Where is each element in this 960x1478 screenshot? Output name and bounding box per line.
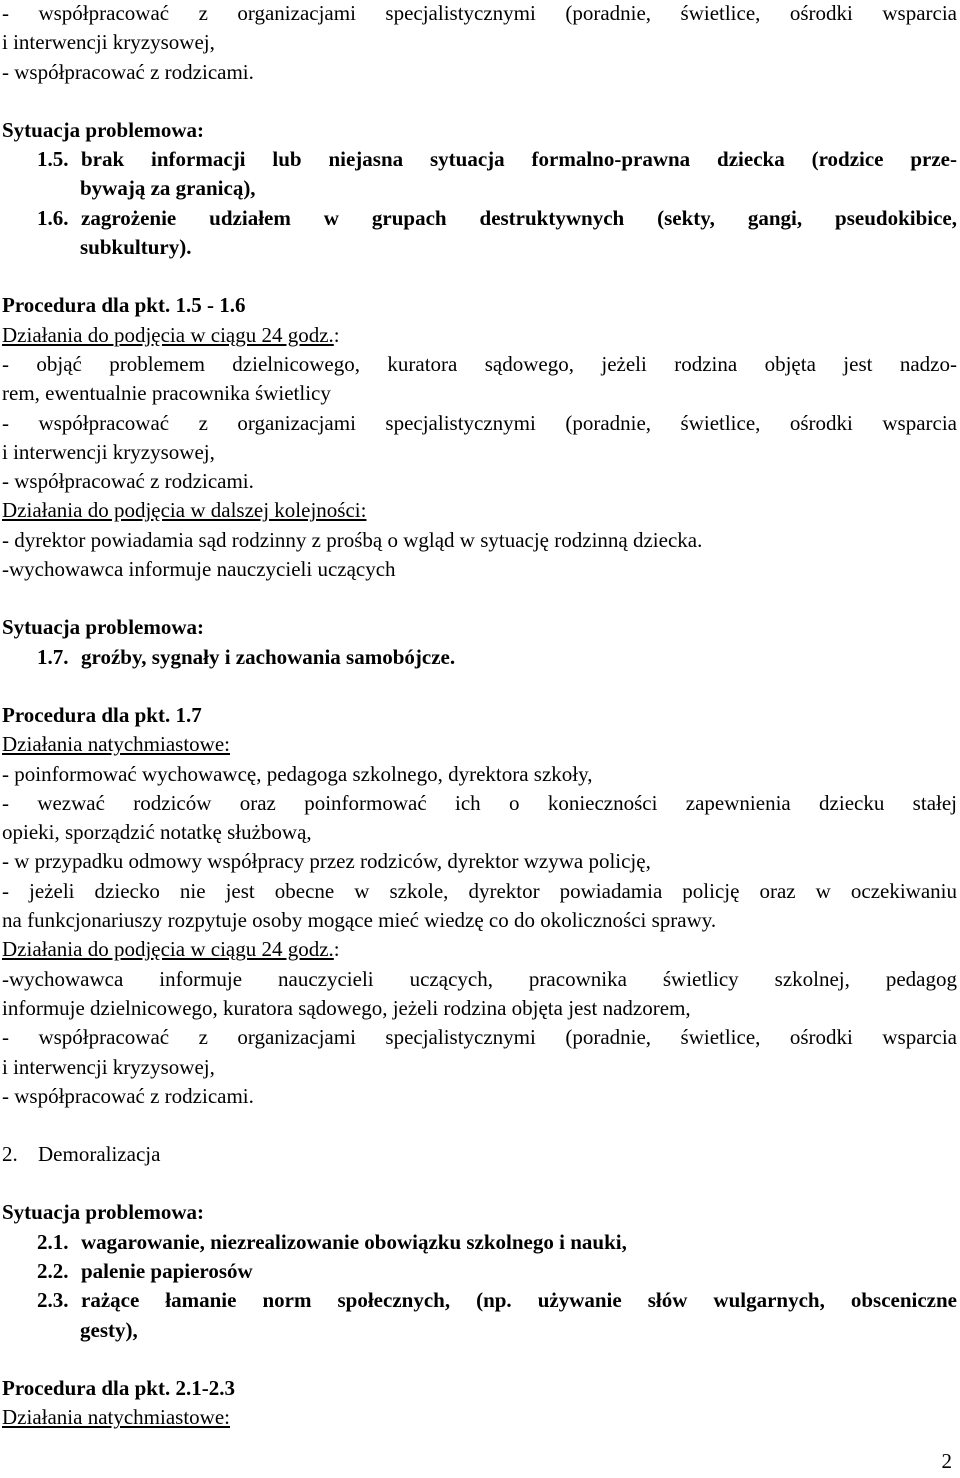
text-line: - współpracować z rodzicami. xyxy=(2,469,254,494)
item-text: brak informacji lub niejasna sytuacja formalno-prawna dziecka (rodzice prze- xyxy=(81,147,957,172)
text-line: -wychowawca informuje nauczycieli uczących xyxy=(2,557,396,582)
situation-item-cont: bywają za granicą), xyxy=(80,176,256,201)
text-line: informuje dzielnicowego, kuratora sądowego, jeżeli rodzina objęta jest nadzorem, xyxy=(2,995,691,1020)
item-number: 1.5. xyxy=(37,147,69,172)
situation-item xyxy=(2,1286,957,1315)
spacer xyxy=(2,1169,957,1198)
spacer xyxy=(2,584,957,613)
text-line: na funkcjonariuszy rozpytuje osoby mogące mieć wiedzę co do okoliczności sprawy. xyxy=(2,908,717,933)
item-text: groźby, sygnały i zachowania samobójcze. xyxy=(81,644,456,669)
spacer xyxy=(2,1111,957,1140)
spacer xyxy=(2,262,957,291)
subheading-text: Działania do podjęcia w ciągu 24 godz. xyxy=(2,322,334,347)
text-line: i interwencji kryzysowej, xyxy=(2,439,215,464)
text-line: - współpracować z rodzicami. xyxy=(2,59,254,84)
section-title: Demoralizacja xyxy=(38,1142,161,1167)
item-number: 2.2. xyxy=(37,1258,69,1283)
situation-heading: Sytuacja problemowa: xyxy=(2,615,205,640)
subheading: Działania natychmiastowe: xyxy=(2,1405,230,1430)
text-line: - poinformować wychowawcę, pedagoga szkolnego, dyrektora szkoły, xyxy=(2,761,593,786)
text-line: - jeżeli dziecko nie jest obecne w szkole, dyrektor powiadamia policję oraz w oczekiwaniu xyxy=(2,878,957,903)
situation-item xyxy=(2,204,957,233)
procedure-title: Procedura dla pkt. 1.7 xyxy=(2,702,202,727)
section-number: 2. xyxy=(2,1142,18,1167)
item-text: wagarowanie, niezrealizowanie obowiązku szkolnego i nauki, xyxy=(81,1229,627,1254)
subheading xyxy=(2,321,957,350)
situation-item xyxy=(2,1228,957,1257)
text-line: - w przypadku odmowy współpracy przez rodziców, dyrektor wzywa policję, xyxy=(2,849,651,874)
procedure-title: Procedura dla pkt. 1.5 - 1.6 xyxy=(2,293,246,318)
spacer xyxy=(2,87,957,116)
situation-item-cont: gesty), xyxy=(80,1317,138,1342)
situation-item xyxy=(2,643,957,672)
text-line: -wychowawca informuje nauczycieli uczących, pracownika świetlicy szkolnej, pedagog xyxy=(2,966,957,991)
subheading-text: Działania do podjęcia w ciągu 24 godz. xyxy=(2,937,334,962)
item-text: palenie papierosów xyxy=(81,1258,253,1283)
text-line: rem, ewentualnie pracownika świetlicy xyxy=(2,381,331,406)
situation-item xyxy=(2,1257,957,1286)
situation-heading: Sytuacja problemowa: xyxy=(2,117,205,142)
item-number: 2.1. xyxy=(37,1229,69,1254)
text-line: opieki, sporządzić notatkę służbową, xyxy=(2,820,312,845)
subheading-colon: : xyxy=(333,937,340,962)
situation-item xyxy=(2,145,957,174)
spacer xyxy=(2,672,957,701)
item-number: 2.3. xyxy=(37,1288,69,1313)
text-line: - dyrektor powiadamia sąd rodzinny z prośbą o wgląd w sytuację rodzinną dziecka. xyxy=(2,527,703,552)
text-line: - współpracować z rodzicami. xyxy=(2,1083,254,1108)
page-number: 2 xyxy=(941,1448,952,1473)
item-text: rażące łamanie norm społecznych, (np. używanie słów wulgarnych, obsceniczne xyxy=(81,1288,957,1313)
spacer xyxy=(2,1345,957,1374)
subheading-colon: : xyxy=(333,322,340,347)
item-text: zagrożenie udziałem w grupach destruktywnych (sekty, gangi, pseudokibice, xyxy=(81,205,957,230)
text-line: - wezwać rodziców oraz poinformować ich o konieczności zapewnienia dziecku stałej xyxy=(2,790,957,815)
subheading: Działania natychmiastowe: xyxy=(2,732,230,757)
item-number: 1.6. xyxy=(37,205,69,230)
text-line: i interwencji kryzysowej, xyxy=(2,1054,215,1079)
document-page xyxy=(2,0,957,1432)
text-line: - objąć problemem dzielnicowego, kuratora sądowego, jeżeli rodzina objęta jest nadzo- xyxy=(2,351,957,376)
text-line: - współpracować z organizacjami specjalistycznymi (poradnie, świetlice, ośrodki wsparcia xyxy=(2,1,957,25)
section-heading xyxy=(2,1140,957,1169)
situation-item-cont: subkultury). xyxy=(80,235,192,260)
text-line: - współpracować z organizacjami specjalistycznymi (poradnie, świetlice, ośrodki wsparcia xyxy=(2,410,957,435)
text-line: - współpracować z organizacjami specjalistycznymi (poradnie, świetlice, ośrodki wsparcia xyxy=(2,1025,957,1050)
subheading xyxy=(2,935,957,964)
subheading: Działania do podjęcia w dalszej kolejności: xyxy=(2,498,367,523)
situation-heading: Sytuacja problemowa: xyxy=(2,1200,205,1225)
item-number: 1.7. xyxy=(37,644,69,669)
procedure-title: Procedura dla pkt. 2.1-2.3 xyxy=(2,1375,235,1400)
text-line: i interwencji kryzysowej, xyxy=(2,30,215,55)
